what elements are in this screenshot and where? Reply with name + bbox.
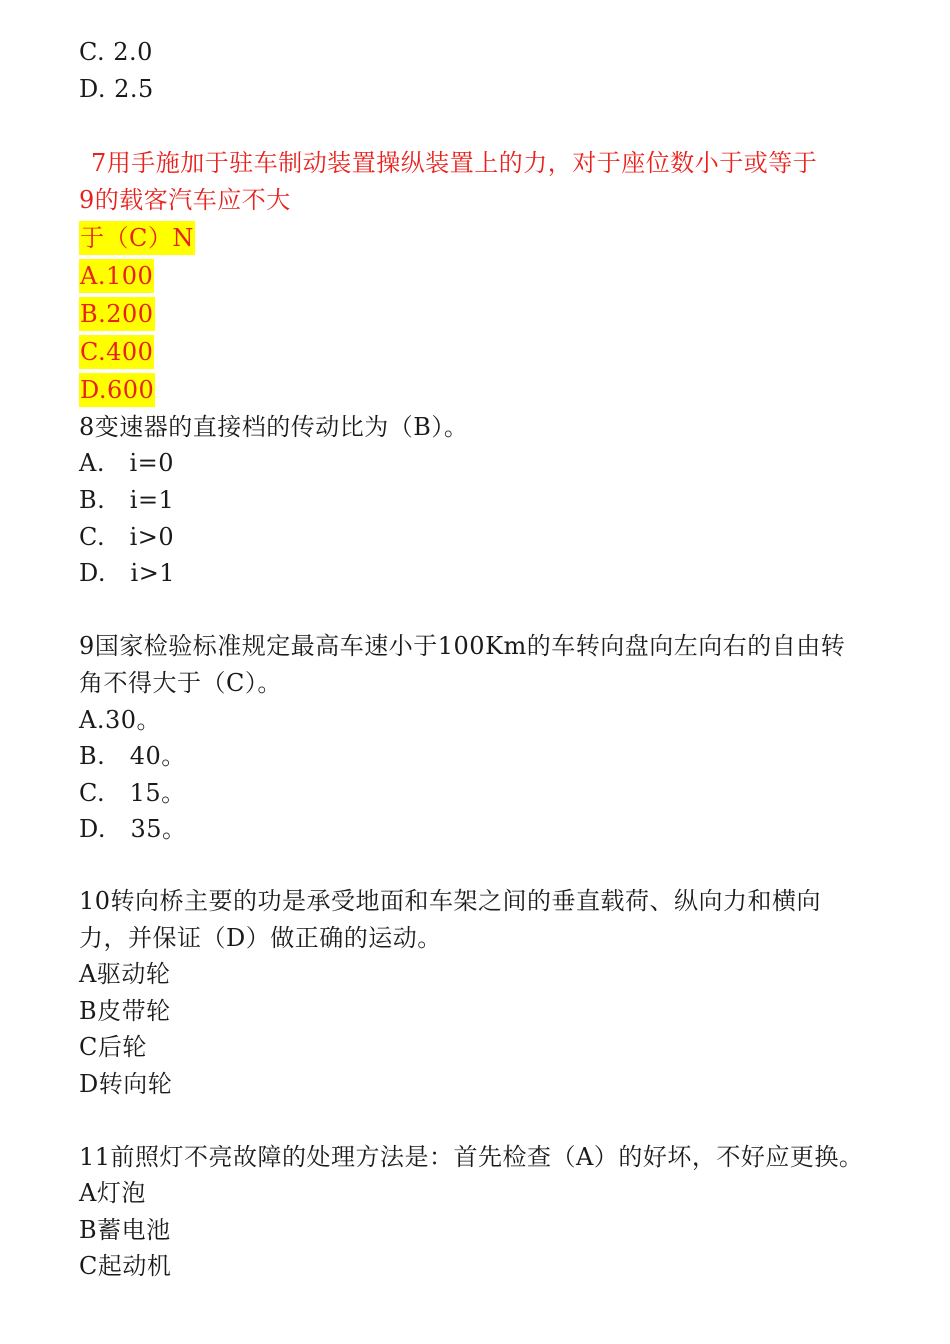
question-9-option-a: A.30。 xyxy=(79,706,161,734)
question-10-option-d: D转向轮 xyxy=(79,1070,173,1098)
question-10-text-line-1: 10转向桥主要的功是承受地面和车架之间的垂直载荷、纵向力和横向 xyxy=(79,887,822,915)
question-9-text-line-1: 9国家检验标准规定最高车速小于100Km的车转向盘向左向右的自由转 xyxy=(79,632,846,660)
question-11-option-a: A灯泡 xyxy=(79,1179,146,1207)
question-10-option-a: A驱动轮 xyxy=(79,960,171,988)
question-7-option-d xyxy=(79,373,155,407)
question-7-text-line-2: 9的载客汽车应不大 xyxy=(79,186,291,214)
highlighted-text: B.200 xyxy=(79,297,155,331)
question-8-text: 8变速器的直接档的传动比为（B）。 xyxy=(79,413,469,441)
question-7-option-a xyxy=(79,259,154,293)
question-11-option-c: C起动机 xyxy=(79,1252,172,1280)
question-9-option-c: C. 15。 xyxy=(79,779,186,807)
highlighted-text: C.400 xyxy=(79,335,154,369)
question-9-text-line-2: 角不得大于（C）。 xyxy=(79,669,282,697)
question-10-option-c: C后轮 xyxy=(79,1033,147,1061)
option-d: D. 2.5 xyxy=(79,75,154,103)
question-7-option-b xyxy=(79,297,155,331)
highlighted-text: 于（C）N xyxy=(79,221,195,255)
question-11-option-b: B蓄电池 xyxy=(79,1216,171,1244)
question-7-text-line-1: 7用手施加于驻车制动装置操纵装置上的力，对于座位数小于或等于 xyxy=(91,149,818,177)
question-8-option-c: C. i>0 xyxy=(79,523,175,551)
question-10-text-line-2: 力，并保证（D）做正确的运动。 xyxy=(79,924,442,952)
question-7-text-line-3 xyxy=(79,221,195,255)
question-7-option-c xyxy=(79,335,154,369)
question-8-option-d: D. i>1 xyxy=(79,559,176,587)
question-9-option-d: D. 35。 xyxy=(79,815,187,843)
question-8-option-a: A. i=0 xyxy=(79,449,175,477)
question-9-option-b: B. 40。 xyxy=(79,742,186,770)
question-10-option-b: B皮带轮 xyxy=(79,997,171,1025)
highlighted-text: D.600 xyxy=(79,373,155,407)
question-8-option-b: B. i=1 xyxy=(79,486,175,514)
option-c: C. 2.0 xyxy=(79,38,153,66)
question-11-text: 11前照灯不亮故障的处理方法是：首先检查（A）的好坏，不好应更换。 xyxy=(79,1143,864,1171)
highlighted-text: A.100 xyxy=(79,259,154,293)
